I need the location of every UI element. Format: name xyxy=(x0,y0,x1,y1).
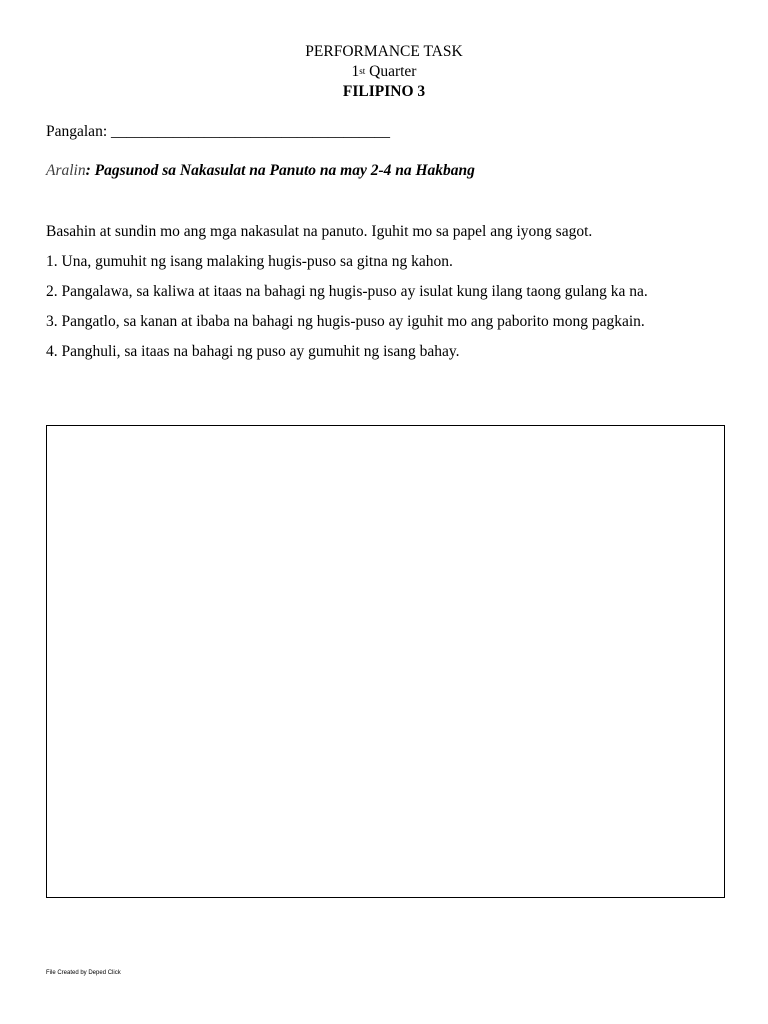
instruction-step-2: 2. Pangalawa, sa kaliwa at itaas na bahagi ng hugis-puso ay isulat kung ilang taong gulang ka na. xyxy=(46,283,648,300)
lesson-line xyxy=(46,161,475,181)
quarter-suffix: st xyxy=(359,66,366,76)
footer-credit: File Created by Deped Click xyxy=(46,970,121,976)
name-blank-line[interactable]: ____________________________________ xyxy=(111,123,390,140)
instruction-step-4: 4. Panghuli, sa itaas na bahagi ng puso ay gumuhit ng isang bahay. xyxy=(46,343,460,360)
lesson-label: Aralin xyxy=(46,162,86,179)
quarter-number: 1 xyxy=(351,63,360,80)
name-label: Pangalan: xyxy=(46,123,108,140)
document-title: PERFORMANCE TASK xyxy=(305,43,463,60)
subject-title: FILIPINO 3 xyxy=(342,83,426,100)
instruction-step-1: 1. Una, gumuhit ng isang malaking hugis-puso sa gitna ng kahon. xyxy=(46,253,453,270)
quarter-word: Quarter xyxy=(369,63,417,80)
instructions-intro: Basahin at sundin mo ang mga nakasulat na panuto. Iguhit mo sa papel ang iyong sagot. xyxy=(46,223,593,240)
lesson-title: : Pagsunod sa Nakasulat na Panuto na may 2-4 na Hakbang xyxy=(85,162,475,179)
document-header xyxy=(0,42,768,102)
quarter-label xyxy=(0,62,768,82)
drawing-answer-box[interactable] xyxy=(46,425,725,898)
instruction-step-3: 3. Pangatlo, sa kanan at ibaba na bahagi ng hugis-puso ay iguhit mo ang paborito mong pagkain. xyxy=(46,313,645,330)
instructions-block xyxy=(46,217,721,367)
name-field xyxy=(46,122,390,142)
